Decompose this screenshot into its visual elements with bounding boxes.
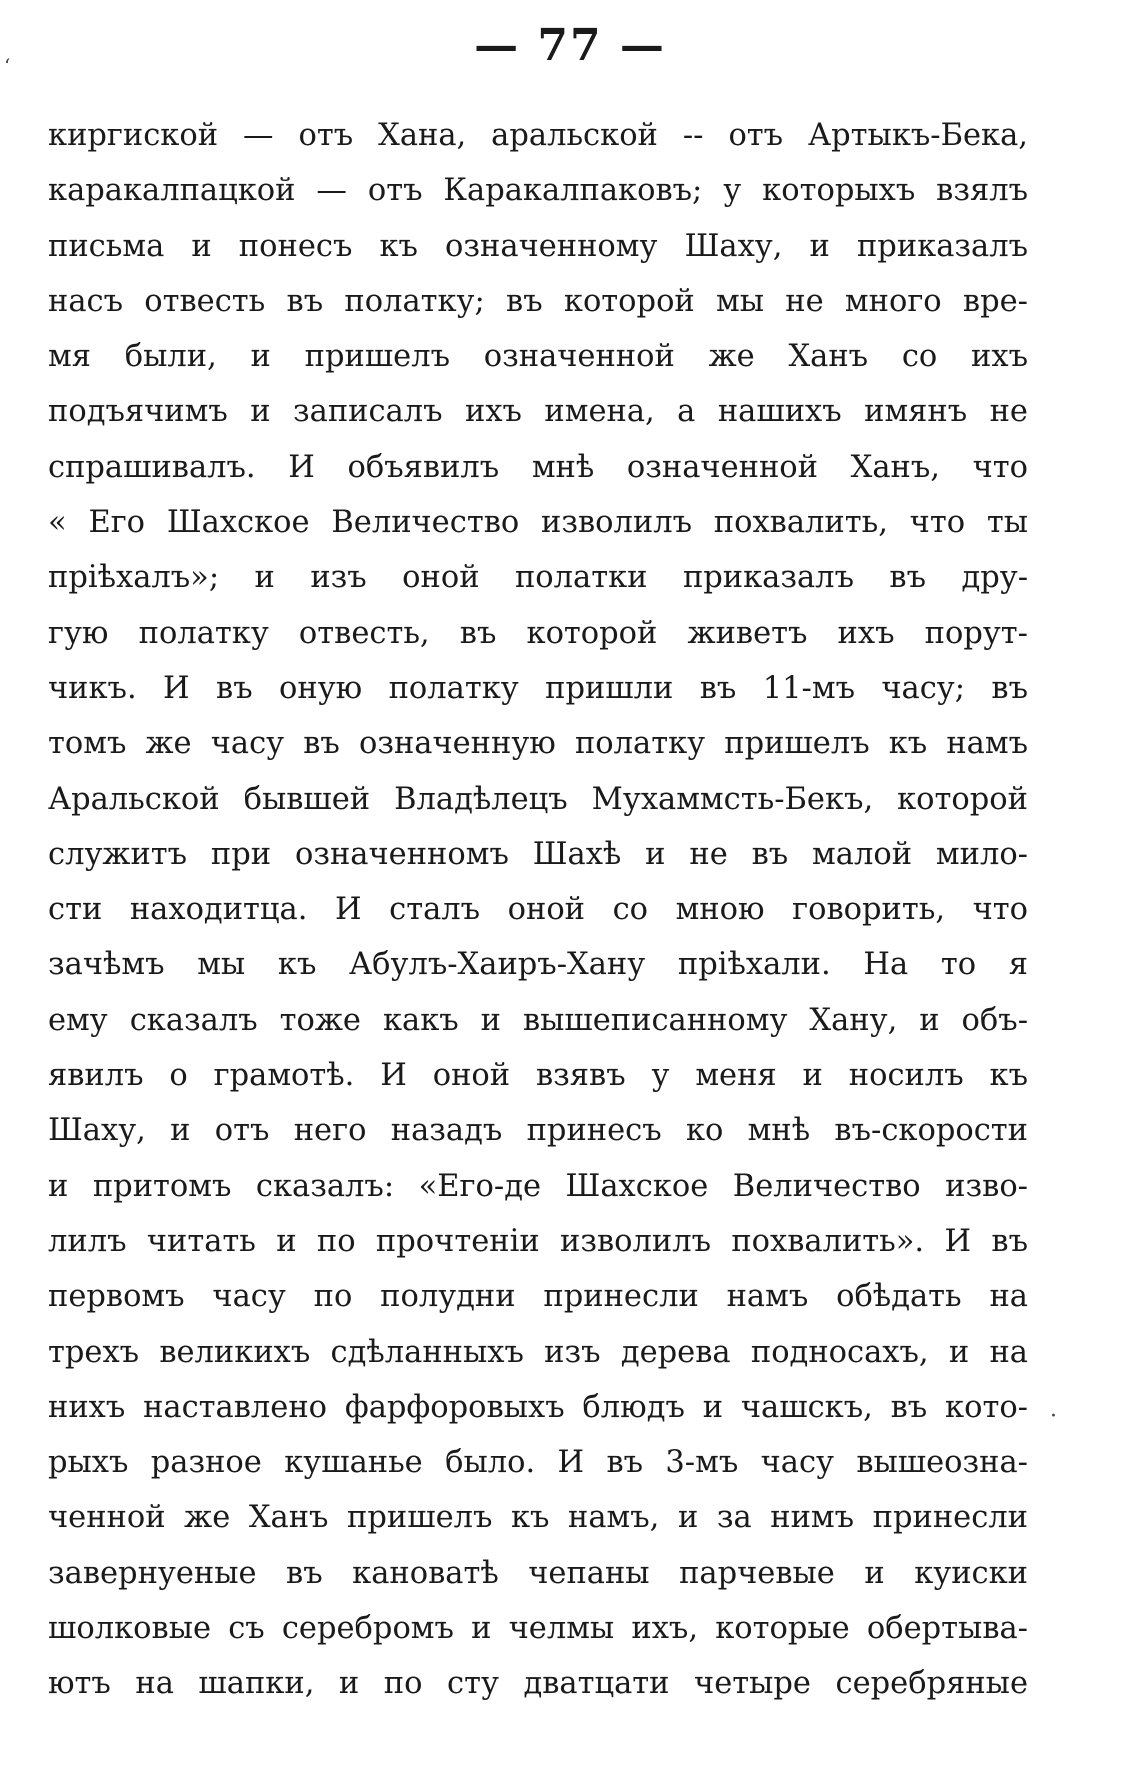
margin-mark: ʻ	[4, 54, 11, 78]
text-line: письма и понесъ къ означенному Шаху, и приказалъ	[48, 228, 1028, 264]
text-line: шолковые съ серебромъ и челмы ихъ, которые обертыва-	[48, 1611, 1028, 1647]
page-number: — 77 —	[474, 20, 666, 71]
text-line: и притомъ сказалъ: «Его-де Шахское Величество изво-	[48, 1168, 1028, 1204]
text-line: чикъ. И въ оную полатку пришли въ 11-мъ часу; въ	[48, 670, 1028, 706]
text-line: Шаху, и отъ него назадъ принесъ ко мнѣ въ-скорости	[48, 1113, 1028, 1149]
text-line: ему сказалъ тоже какъ и вышеписанному Хану, и объ-	[48, 1002, 1028, 1038]
text-line: зачѣмъ мы къ Абулъ-Хаиръ-Хану пріѣхали. На то я	[48, 947, 1028, 983]
text-line: завернуеные въ кановатѣ чепаны парчевые и куиски	[48, 1555, 1028, 1591]
text-line: ютъ на шапки, и по сту дватцати четыре серебряные	[48, 1666, 1028, 1702]
text-line: служитъ при означенномъ Шахѣ и не въ малой мило-	[48, 836, 1028, 872]
text-line: « Его Шахское Величество изволилъ похвалить, что ты	[48, 505, 1028, 541]
text-line: лилъ читать и по прочтеніи изволилъ похвалить». И въ	[48, 1223, 1028, 1259]
side-dot: ·	[1050, 1404, 1057, 1429]
text-line: пріѣхалъ»; и изъ оной полатки приказалъ въ дру-	[48, 560, 1028, 596]
text-line: спрашивалъ. И объявилъ мнѣ означенной Ханъ, что	[48, 449, 1028, 485]
text-line: подъячимъ и записалъ ихъ имена, а нашихъ имянъ не	[48, 394, 1028, 430]
text-line: первомъ часу по полудни принесли намъ обѣдать на	[48, 1279, 1028, 1315]
text-line: рыхъ разное кушанье было. И въ 3-мъ часу вышеозна-	[48, 1445, 1028, 1481]
text-line: киргиской — отъ Хана, аральской -- отъ Артыкъ-Бека,	[48, 118, 1028, 153]
text-line: сти находитца. И сталъ оной со мною говорить, что	[48, 892, 1028, 928]
text-line: явилъ о грамотѣ. И оной взявъ у меня и носилъ къ	[48, 1058, 1028, 1094]
text-line: нихъ наставлено фарфоровыхъ блюдъ и чашскъ, въ кото-	[48, 1389, 1028, 1425]
text-line: томъ же часу въ означенную полатку пришелъ къ намъ	[48, 726, 1028, 762]
text-line: ченной же Ханъ пришелъ къ намъ, и за нимъ принесли	[48, 1500, 1028, 1536]
text-line: мя были, и пришелъ означенной же Ханъ со ихъ	[48, 339, 1028, 375]
text-line: Аральской бывшей Владѣлецъ Мухаммсть-Бекъ, которой	[48, 781, 1028, 817]
body-text	[48, 108, 1028, 1712]
text-line: гую полатку отвесть, въ которой живетъ ихъ порут-	[48, 615, 1028, 651]
text-line: каракалпацкой — отъ Каракалпаковъ; у которыхъ взялъ	[48, 173, 1028, 209]
text-line: трехъ великихъ сдѣланныхъ изъ дерева подносахъ, и на	[48, 1334, 1028, 1370]
text-line: насъ отвесть въ полатку; въ которой мы не много вре-	[48, 283, 1028, 319]
